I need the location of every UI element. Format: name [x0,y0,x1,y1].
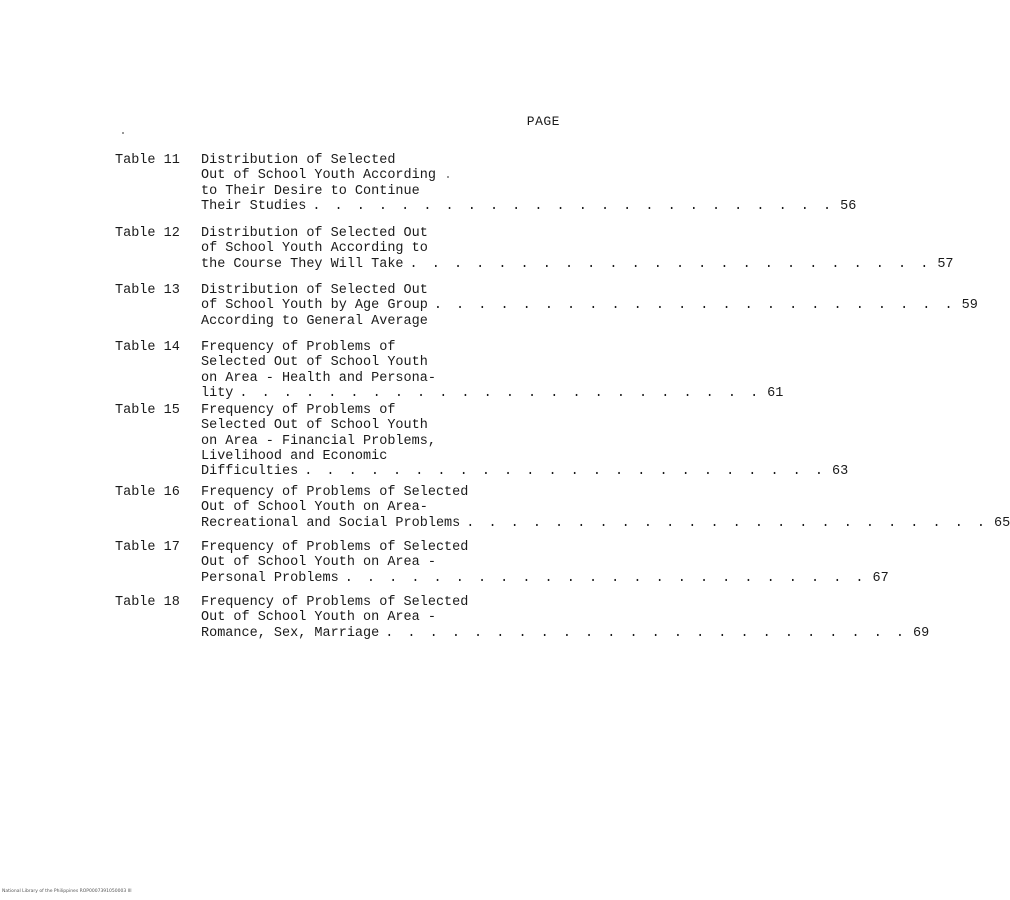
entry-label: Table 18 [115,595,180,610]
entry-title [201,226,954,272]
title-line: the Course They Will Take [201,256,404,272]
leader-line [201,198,857,214]
title-line: lity [201,385,234,401]
entry-label: Table 16 [115,485,180,500]
title-line: Distribution of Selected Out [201,283,428,298]
title-line: of School Youth According to [201,241,428,257]
title-line: Distribution of Selected [201,153,396,168]
page-number: 61 [767,385,784,401]
entry-label: Table 12 [115,226,180,241]
entry-title [201,403,849,480]
title-line: Romance, Sex, Marriage [201,625,380,641]
page-number: 56 [840,198,857,214]
title-line: Frequency of Problems of Selected [201,595,469,610]
title-line: Frequency of Problems of Selected [201,485,469,500]
entry-title [201,595,930,641]
entry-label: Table 14 [115,340,180,355]
title-line: to Their Desire to Continue [201,183,420,199]
leader-line [201,625,930,641]
entry-label: Table 11 [115,153,180,168]
leader-line [201,385,784,401]
dot-leader: . . . . . . . . . . . . . . . . . . . . . . . . [304,464,826,480]
leader-line [201,464,849,480]
dot-leader: . . . . . . . . . . . . . . . . . . . . . . . . [433,298,956,314]
dot-leader: . . . . . . . . . . . . . . . . . . . . . . . . [409,256,932,272]
title-line: Difficulties [201,464,299,480]
title-line: Selected Out of School Youth [201,355,428,371]
title-line: Recreational and Social Problems [201,515,461,531]
title-line: Selected Out of School Youth [201,418,428,434]
entry-title [201,340,784,401]
title-line: Out of School Youth on Area - [201,610,436,626]
dot-leader: . . . . . . . . . . . . . . . . . . . . . . . . [466,515,989,531]
page-number: 69 [913,625,930,641]
title-line: on Area - Financial Problems, [201,433,436,449]
page-number: 65 [994,515,1010,531]
dot-leader: . . . . . . . . . . . . . . . . . . . . . . . . [385,625,907,641]
leader-line [201,256,954,272]
entry-label: Table 13 [115,283,180,298]
title-line: Out of School Youth According [201,168,436,184]
entry-title [201,485,1010,531]
page-number: 63 [831,464,849,480]
title-line: on Area - Health and Persona- [201,370,436,386]
page-number: 57 [937,256,954,272]
title-line: Frequency of Problems of Selected [201,540,469,555]
title-line: Livelihood and Economic [201,448,388,464]
dot-leader: . . . . . . . . . . . . . . . . . . . . . . . . [344,570,867,586]
entry-title [201,283,978,329]
title-line: Frequency of Problems of [201,403,396,418]
dot-leader: . . . . . . . . . . . . . . . . . . . . . . . . [239,385,762,401]
title-line: Out of School Youth on Area- [201,500,428,516]
title-line: of School Youth by Age Group [201,298,428,314]
archive-source-note: National Library of the Philippines ROP0007391050003 III [2,889,132,894]
title-line: Their Studies [201,198,307,214]
leader-line [201,298,978,314]
title-line: According to General Average [201,313,428,329]
entry-label: Table 15 [115,403,180,418]
title-line: Frequency of Problems of [201,340,396,355]
leader-line [201,570,889,586]
title-line: Distribution of Selected Out [201,226,428,241]
entry-label: Table 17 [115,540,180,555]
leader-line [201,515,1010,531]
page-column-heading: PAGE [526,114,560,129]
page-number: 59 [961,298,978,314]
title-line: Personal Problems [201,570,339,586]
entry-title [201,540,889,586]
dot-leader: . . . . . . . . . . . . . . . . . . . . . . . . [312,198,835,214]
title-line: Out of School Youth on Area - [201,555,436,571]
page-number: 67 [872,570,889,586]
entry-title [201,153,857,214]
